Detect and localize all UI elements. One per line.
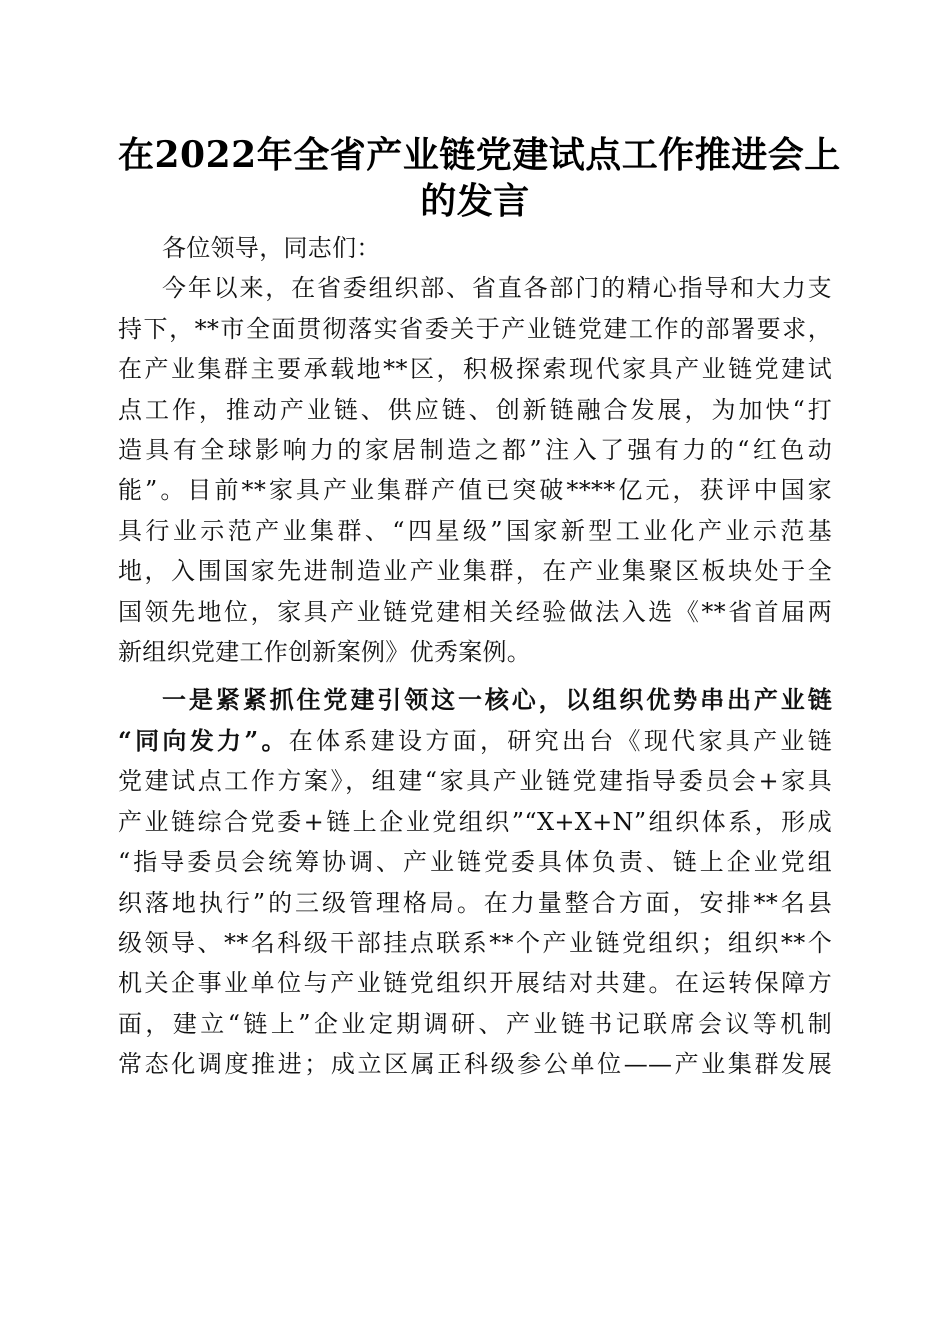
paragraph-line: 级领导、**名科级干部挂点联系**个产业链党组织；组织**个 <box>118 928 832 957</box>
paragraph-line: 点工作，推动产业链、供应链、创新链融合发展，为加快“打 <box>118 395 832 424</box>
title-line-1: 在2022年全省产业链党建试点工作推进会上 <box>118 134 841 176</box>
paragraph-intro <box>118 268 832 672</box>
paragraph-line: 产业链综合党委+链上企业党组织”“X+X+N”组织体系，形成 <box>118 807 832 836</box>
paragraph-line: 党建试点工作方案》，组建“家具产业链党建指导委员会+家具 <box>118 767 832 796</box>
paragraph-line: 造具有全球影响力的家居制造之都”注入了强有力的“红色动 <box>118 436 832 465</box>
paragraph-line: 常态化调度推进；成立区属正科级参公单位——产业集群发展 <box>118 1050 832 1079</box>
point-one-heading: 一是紧紧抓住党建引领这一核心，以组织优势串出产业链 <box>162 685 832 715</box>
paragraph-line: 新组织党建工作创新案例》优秀案例。 <box>118 638 532 667</box>
point-one-heading-cont: “同向发力”。 <box>118 725 289 755</box>
paragraph-line: 织落地执行”的三级管理格局。在力量整合方面，安排**名县 <box>118 888 832 917</box>
paragraph-line: 机关企事业单位与产业链党组织开展结对共建。在运转保障方 <box>118 969 832 998</box>
paragraph-spacer <box>118 672 832 680</box>
paragraph-line: 持下，**市全面贯彻落实省委关于产业链党建工作的部署要求， <box>118 314 832 343</box>
paragraph-line: 在产业集群主要承载地**区，积极探索现代家具产业链党建试 <box>118 355 832 384</box>
paragraph-line: “指导委员会统筹协调、产业链党委具体负责、链上企业党组 <box>118 848 832 877</box>
paragraph-line-mixed <box>118 721 832 761</box>
title-line-2: 的发言 <box>420 180 530 222</box>
salutation-text: 各位领导，同志们： <box>162 234 381 262</box>
document-title <box>118 132 841 224</box>
paragraph-line: 面，建立“链上”企业定期调研、产业链书记联席会议等机制 <box>118 1009 832 1038</box>
paragraph-line: 能”。目前**家具产业集群产值已突破****亿元，获评中国家 <box>118 476 832 505</box>
salutation <box>118 228 832 268</box>
point-one-text: 在体系建设方面，研究出台《现代家具产业链 <box>288 726 833 755</box>
paragraph-line: 具行业示范产业集群、“四星级”国家新型工业化产业示范基 <box>118 516 832 545</box>
paragraph-line: 国领先地位，家具产业链党建相关经验做法入选《**省首届两 <box>118 597 832 626</box>
paragraph-line: 地，入围国家先进制造业产业集群，在产业集聚区板块处于全 <box>118 557 832 586</box>
paragraph-point-one <box>118 680 832 1084</box>
paragraph-line: 今年以来，在省委组织部、省直各部门的精心指导和大力支 <box>162 274 832 303</box>
document-body <box>118 228 832 1085</box>
